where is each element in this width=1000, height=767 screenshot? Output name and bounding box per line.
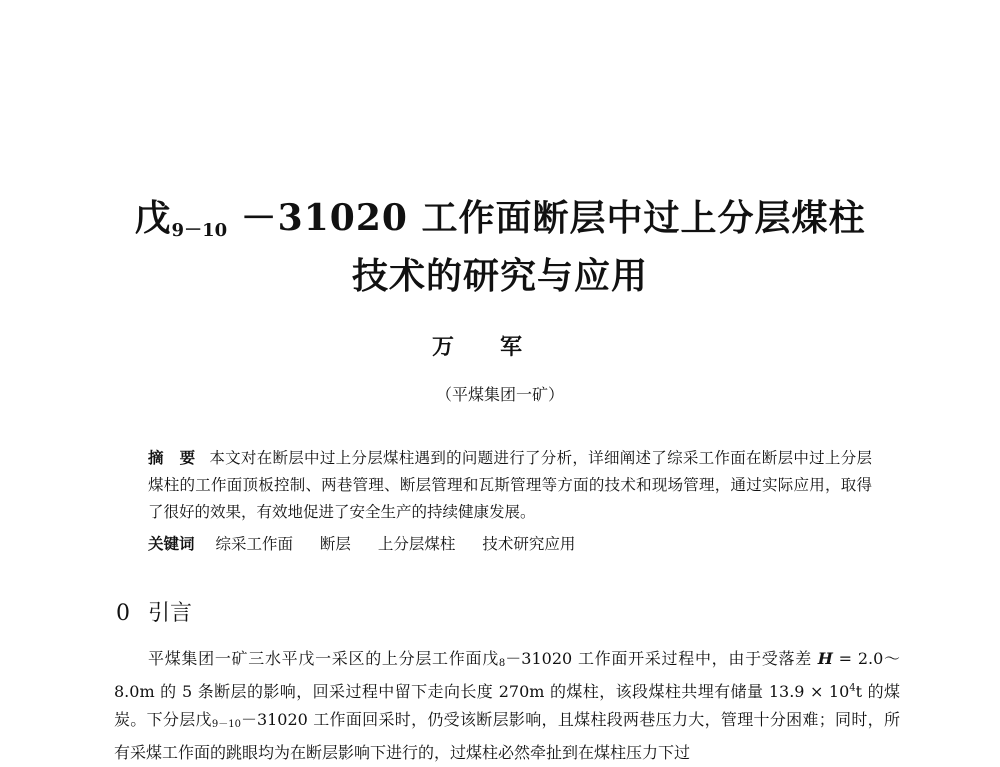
keywords-label: 关键词 bbox=[148, 534, 195, 553]
title-subscript: 9－10 bbox=[171, 220, 228, 241]
body-paragraph bbox=[114, 645, 900, 767]
section-heading bbox=[116, 600, 192, 628]
body-text-run: －31020 工作面回采时，仍受该断层影响，且煤柱段两巷压力大，管理十分困难；同时，所有采煤工作面的跳眼均为在断层影响下进行的，过煤柱必然牵扯到在煤柱压力下过 bbox=[114, 710, 900, 762]
body-subscript: 9－10 bbox=[211, 719, 241, 730]
paper-title-line-2: 技术的研究与应用 bbox=[351, 255, 648, 297]
keyword-item: 上分层煤柱 bbox=[377, 535, 456, 553]
keyword-item: 断层 bbox=[319, 535, 351, 553]
body-superscript: 4 bbox=[849, 682, 856, 694]
body-text-run: = 2.0～8.0m 的 5 条断层的影响，回采过程中留下走向长度 270m 的煤柱，该段煤柱共埋有储量 13.9 × 10 bbox=[114, 649, 900, 701]
body-text-run: －31020 工作面开采过程中，由于受落差 bbox=[505, 649, 818, 668]
abstract-block bbox=[148, 444, 872, 526]
author-name: 万军 bbox=[431, 334, 568, 360]
body-text-run: 平煤集团一矿三水平戊一采区的上分层工作面戊 bbox=[148, 649, 499, 668]
body-subscript: 8 bbox=[498, 658, 506, 669]
abstract-label: 摘 要 bbox=[148, 448, 196, 467]
paper-title-line-1 bbox=[0, 196, 1000, 253]
keywords-block bbox=[148, 533, 872, 555]
body-variable: H bbox=[817, 649, 833, 668]
keyword-item: 技术研究应用 bbox=[482, 535, 576, 553]
section-title: 引言 bbox=[148, 601, 193, 626]
section-number: 0 bbox=[116, 601, 130, 626]
title-prefix: 戊 bbox=[134, 197, 172, 239]
body-text-run: t 的煤炭。下分层戊 bbox=[114, 682, 900, 729]
keyword-item: 综采工作面 bbox=[215, 535, 293, 553]
title-main: －31020 工作面断层中过上分层煤柱 bbox=[240, 197, 866, 239]
author-affiliation: （平煤集团一矿） bbox=[435, 385, 564, 404]
abstract-text: 本文对在断层中过上分层煤柱遇到的问题进行了分析，详细阐述了综采工作面在断层中过上分层煤柱的工作面顶板控制、两巷管理、断层管理和瓦斯管理等方面的技术和现场管理，通过实际应用，取得了很好的效果，有效地促进了安全生产的持续健康发展。 bbox=[148, 449, 872, 521]
